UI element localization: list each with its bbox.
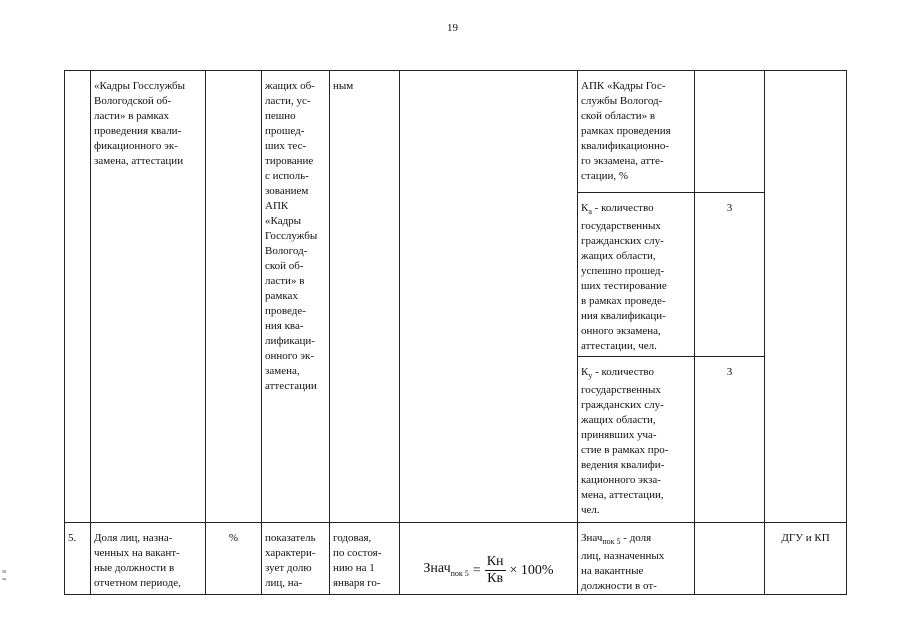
- param-text: - количество государственных гражданских слу- жащих области, принявших уча- стие в рамках про- ведения квалифи- кационного экза- мена, аттестации, чел.: [581, 366, 669, 517]
- cell-description: жащих об- ласти, ус- пешно прошед- ших тес- тирование с исполь- зованием АПК «Кадры Госслужбы Вологод- ской об- ласти» в рамках проведе- ния ква- лификаци- онного эк- замена, аттестации: [262, 71, 330, 523]
- cell-number: 5.: [65, 523, 91, 595]
- cell-unit: %: [206, 523, 262, 595]
- cell-param-value: 3: [695, 193, 765, 357]
- param-symbol: К: [581, 202, 589, 214]
- cell-responsible: ДГУ и КП: [765, 523, 847, 595]
- cell-param-value: 3: [695, 357, 765, 523]
- cell-unit: [206, 71, 262, 523]
- param-text: - количество государственных гражданских слу- жащих области, успешно прошед- ших тестирование в рамках проведе- ния квалификаци- онного экзамена, аттестации, чел.: [581, 202, 667, 353]
- cell-formula: [400, 71, 578, 523]
- cell-param: [578, 357, 695, 523]
- cell-description: показатель характери- зует долю лиц, на-: [262, 523, 330, 595]
- table-row: [65, 523, 847, 595]
- formula-equals: =: [472, 563, 481, 578]
- cell-param: [578, 193, 695, 357]
- param-symbol: К: [581, 366, 589, 378]
- margin-marks: ≡ =: [2, 567, 7, 584]
- cell-period: годовая, по состоя- нию на 1 января го-: [330, 523, 400, 595]
- param-symbol-sub: а: [588, 207, 592, 217]
- formula-lhs: Знач$_{пок 5}$: [423, 560, 469, 578]
- cell-responsible: [765, 71, 847, 523]
- formula-denominator: Кв: [487, 571, 504, 586]
- formula-multiplier: × 100%: [509, 563, 554, 578]
- formula-numerator: Кн: [486, 554, 504, 569]
- page-number: 19: [447, 22, 458, 34]
- param-symbol-sub: у: [588, 371, 593, 381]
- cell-param-value: [695, 523, 765, 595]
- cell-period: ным: [330, 71, 400, 523]
- cell-param-value: [695, 71, 765, 193]
- cell-param: Знач$_{пок 5}$ - доля лиц, назначенных на вакантные должности в от-: [578, 523, 695, 595]
- cell-indicator-name: Доля лиц, назна- ченных на вакант- ные должности в отчетном периоде,: [91, 523, 206, 595]
- formula: [423, 554, 553, 587]
- indicator-table: [64, 70, 847, 595]
- cell-indicator-name: «Кадры Госслужбы Вологодской об- ласти» в рамках проведения квали- фикационного эк- замена, аттестации: [91, 71, 206, 523]
- cell-param: АПК «Кадры Гос- службы Вологод- ской области» в рамках проведения квалификационно- го экзамена, атте- стации, %: [578, 71, 695, 193]
- formula-fraction: [485, 554, 506, 587]
- cell-formula: [400, 523, 578, 595]
- cell-number: [65, 71, 91, 523]
- table-row: [65, 71, 847, 193]
